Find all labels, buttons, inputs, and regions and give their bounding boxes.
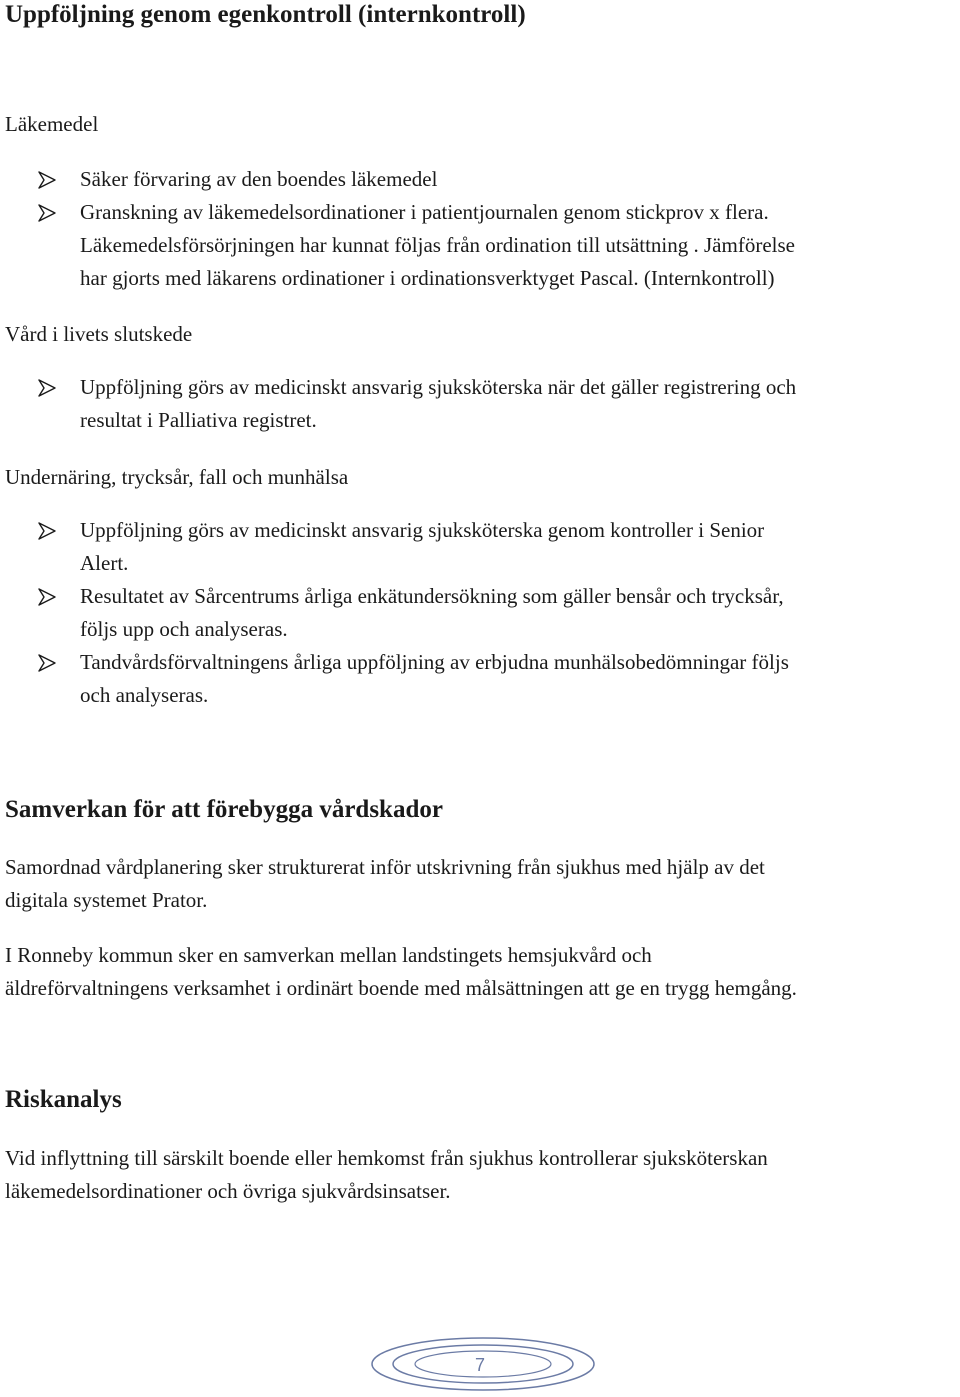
list-item <box>0 514 960 580</box>
list-item-line: Resultatet av Sårcentrums årliga enkätundersökning som gäller bensår och trycksår, <box>80 584 784 608</box>
list-item-line: har gjorts med läkarens ordinationer i ordinationsverktyget Pascal. (Internkontroll) <box>80 266 775 290</box>
list-item-line: Uppföljning görs av medicinskt ansvarig sjuksköterska genom kontroller i Senior <box>80 518 765 542</box>
list-item <box>0 196 960 295</box>
list-item <box>0 580 960 646</box>
list-item-line: Granskning av läkemedelsordinationer i patientjournalen genom stickprov x flera. <box>80 200 769 224</box>
list-item-line: Alert. <box>80 551 129 575</box>
paragraph-line: läkemedelsordinationer och övriga sjukvårdsinsatser. <box>5 1179 451 1203</box>
list-undernaring <box>0 514 960 712</box>
paragraph-riskanalys <box>5 1142 768 1208</box>
list-lakemedel <box>0 163 960 295</box>
subheading-vard-i-livets-slutskede: Vård i livets slutskede <box>5 322 193 346</box>
list-item-line: Läkemedelsförsörjningen har kunnat följas från ordination till utsättning . Jämförelse <box>80 233 795 257</box>
section-heading-riskanalys: Riskanalys <box>5 1086 122 1113</box>
list-item <box>0 371 960 437</box>
arrowhead-bullet-icon <box>38 379 56 397</box>
list-item-line: resultat i Palliativa registret. <box>80 408 317 432</box>
subheading-lakemedel: Läkemedel <box>5 112 99 136</box>
paragraph-line: Samordnad vårdplanering sker strukturerat inför utskrivning från sjukhus med hjälp av det <box>5 855 765 879</box>
paragraph-line: digitala systemet Prator. <box>5 888 208 912</box>
arrowhead-bullet-icon <box>38 654 56 672</box>
arrowhead-bullet-icon <box>38 171 56 189</box>
list-item-line: Uppföljning görs av medicinskt ansvarig sjuksköterska när det gäller registrering och <box>80 375 797 399</box>
list-item-line: Säker förvaring av den boendes läkemedel <box>80 167 438 191</box>
list-item <box>0 646 960 712</box>
paragraph-line: Vid inflyttning till särskilt boende eller hemkomst från sjukhus kontrollerar sjuksköterskan <box>5 1146 768 1170</box>
paragraph-samordnad-vardplanering <box>5 851 765 917</box>
subheading-undernaring: Undernäring, trycksår, fall och munhälsa <box>5 465 349 489</box>
list-item <box>0 163 960 196</box>
list-item-line: Tandvårdsförvaltningens årliga uppföljning av erbjudna munhälsobedömningar följs <box>80 650 789 674</box>
arrowhead-bullet-icon <box>38 522 56 540</box>
page-number: 7 <box>474 1355 485 1375</box>
arrowhead-bullet-icon <box>38 588 56 606</box>
list-item-line: och analyseras. <box>80 683 209 707</box>
list-item-line: följs upp och analyseras. <box>80 617 288 641</box>
section-heading-uppfoljning: Uppföljning genom egenkontroll (internkontroll) <box>5 1 526 28</box>
paragraph-ronneby-samverkan <box>5 939 797 1005</box>
section-heading-samverkan: Samverkan för att förebygga vårdskador <box>5 796 443 823</box>
paragraph-line: I Ronneby kommun sker en samverkan mellan landstingets hemsjukvård och <box>5 943 652 967</box>
paragraph-line: äldreförvaltningens verksamhet i ordinärt boende med målsättningen att ge en trygg hemgång. <box>5 976 797 1000</box>
list-vard <box>0 371 960 437</box>
arrowhead-bullet-icon <box>38 204 56 222</box>
